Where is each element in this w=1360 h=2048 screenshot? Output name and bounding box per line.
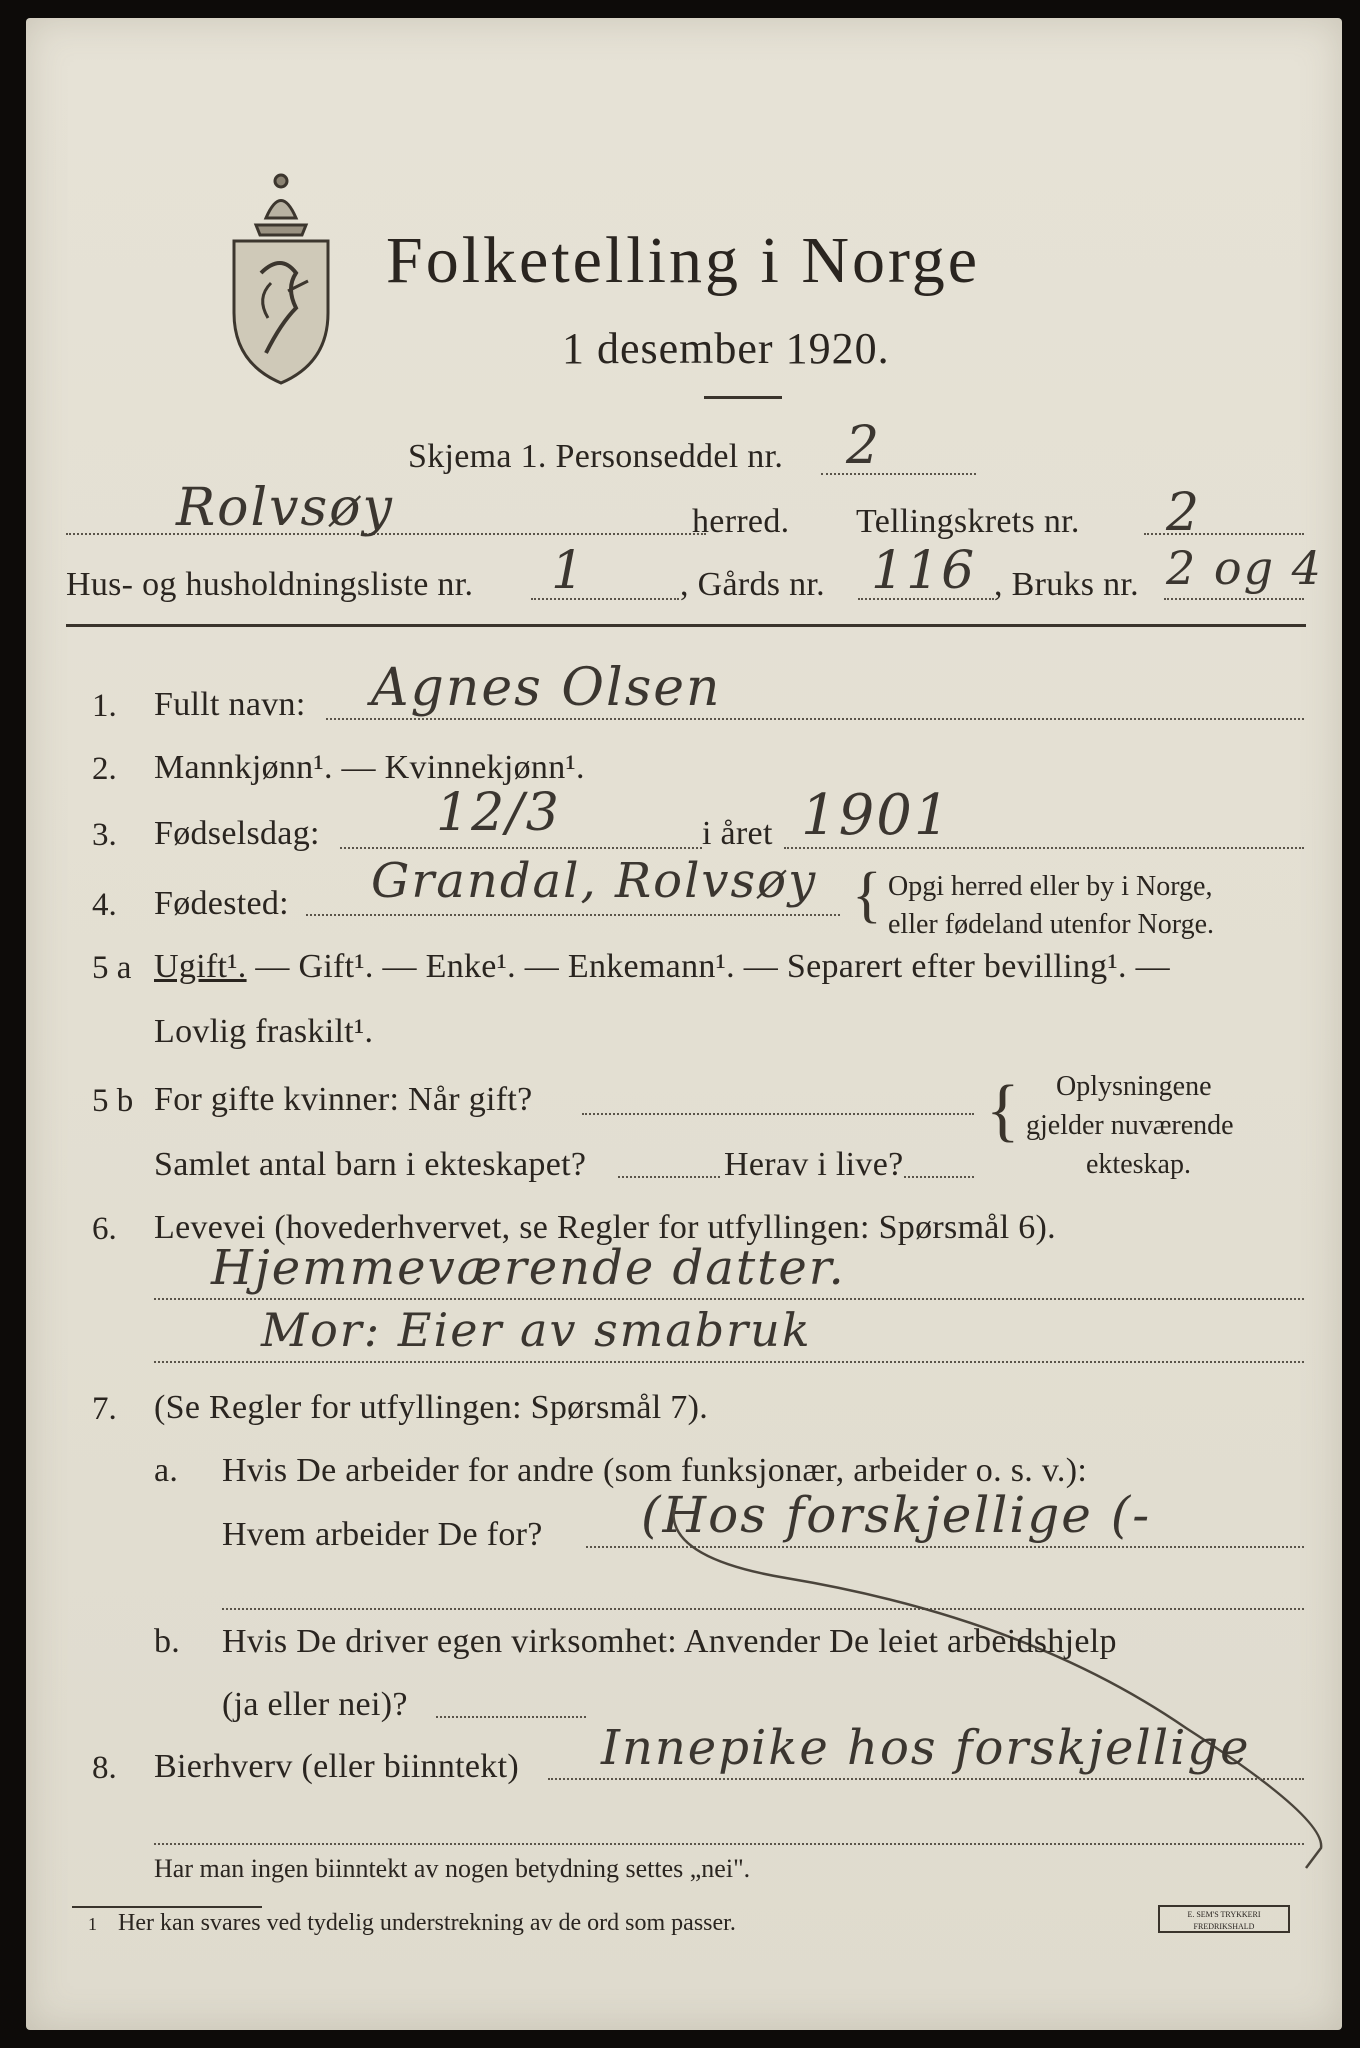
gards-label: , Gårds nr. [680,566,825,603]
q7b-question-line2: (ja eller nei)? [222,1686,408,1723]
title-divider [704,396,782,399]
skjema-field-line [821,473,976,475]
occupation-field-line1 [154,1298,1304,1300]
herred-value[interactable]: Rolvsøy [176,478,394,538]
sex-options[interactable]: Mannkjønn¹. — Kvinnekjønn¹. [154,749,585,786]
bruks-label: , Bruks nr. [994,566,1139,603]
birth-year-value[interactable]: 1901 [801,783,952,848]
q5a-number: 5 a [92,950,132,986]
occupation-note-value[interactable]: Mor: Eier av smabruk [261,1303,812,1357]
year-label: i året [702,815,773,852]
q3-label: Fødselsdag: [154,815,320,852]
full-name-value[interactable]: Agnes Olsen [371,658,722,718]
footnote-rule [72,1906,262,1908]
children-alive-field-line [904,1176,974,1178]
birthplace-note-line1: Opgi herred eller by i Norge, [888,871,1213,902]
children-total-label: Samlet antal barn i ekteskapet? [154,1146,587,1183]
occupation-field-line2 [154,1361,1304,1363]
q4-number: 4. [92,887,117,923]
birthplace-note-line2: eller fødeland utenfor Norge. [888,909,1215,940]
personseddel-number[interactable]: 2 [846,416,882,476]
q3-number: 3. [92,817,117,853]
employer-value[interactable]: (Hos forskjellige (- [641,1486,1152,1544]
children-alive-label: Herav i live? [724,1146,904,1183]
q4-label: Fødested: [154,885,289,922]
tellingskrets-number[interactable]: 2 [1166,483,1202,543]
marriage-note-line3: ekteskap. [1086,1149,1191,1180]
side-income-field-line2 [154,1843,1304,1845]
form-title: Folketelling i Norge [386,224,981,297]
handwritten-connector-line [666,1498,1346,1878]
q7a-question-line2: Hvem arbeider De for? [222,1516,543,1553]
census-form [26,18,1342,2030]
q7a-letter: a. [154,1452,179,1489]
q7b-question-line1: Hvis De driver egen virksomhet: Anvender De leiet arbeidshjelp [222,1623,1117,1660]
skjema-label: Skjema 1. Personseddel nr. [408,438,784,475]
husholdningsliste-label: Hus- og husholdningsliste nr. [66,566,474,603]
q7a-question-line1: Hvis De arbeider for andre (som funksjonær, arbeider o. s. v.): [222,1452,1088,1489]
census-date: 1 desember 1920. [562,324,890,373]
birthplace-note-bracket: { [852,861,882,929]
q7b-letter: b. [154,1623,181,1660]
birthplace-field-line [306,914,840,916]
when-married-field-line [582,1113,974,1115]
children-total-field-line [618,1176,720,1178]
lovlig-fraskilt-option[interactable]: Lovlig fraskilt¹. [154,1013,374,1050]
q1-label: Fullt navn: [154,686,306,723]
birthday-value[interactable]: 12/3 [436,783,561,843]
footnote-mark: 1 [88,1914,97,1934]
header-rule [66,624,1306,627]
marriage-note-bracket: { [986,1072,1020,1149]
q2-number: 2. [92,751,117,787]
marital-status-options[interactable] [154,948,1170,986]
hired-help-field-line [436,1716,586,1718]
footer-note: Har man ingen biinntekt av nogen betydning settes „nei". [154,1854,751,1883]
q8-label: Bierhverv (eller biinntekt) [154,1748,519,1785]
full-name-field-line [326,718,1304,720]
tellingskrets-label: Tellingskrets nr. [856,503,1080,540]
when-married-label: For gifte kvinner: Når gift? [154,1081,533,1118]
gards-number[interactable]: 116 [871,541,977,601]
q8-number: 8. [92,1750,117,1786]
q1-number: 1. [92,688,117,724]
footnote-text: Her kan svares ved tydelig understrekning av de ord som passer. [118,1910,736,1936]
q7-label: (Se Regler for utfyllingen: Spørsmål 7). [154,1389,709,1426]
norwegian-coat-of-arms-icon [226,163,336,388]
birthplace-value[interactable]: Grandal, Rolvsøy [371,853,818,909]
marriage-note-line2: gjelder nuværende [1026,1110,1234,1141]
marital-other-options[interactable]: — Gift¹. — Enke¹. — Enkemann¹. — Separert efter bevilling¹. — [246,948,1170,985]
husholdningsliste-number[interactable]: 1 [551,541,587,601]
q5b-number: 5 b [92,1083,134,1119]
q7-number: 7. [92,1391,117,1427]
occupation-value[interactable]: Hjemmeværende datter. [211,1240,846,1296]
ugift-option[interactable]: Ugift¹. [154,948,247,985]
q6-number: 6. [92,1211,117,1247]
side-income-field-line1 [548,1778,1304,1780]
bruks-field-line [1164,598,1304,600]
birthday-field-line [340,847,702,849]
side-income-value[interactable]: Innepike hos forskjellige [601,1720,1251,1776]
q6-label: Levevei (hovederhvervet, se Regler for utfyllingen: Spørsmål 6). [154,1209,1056,1246]
marriage-note-line1: Oplysningene [1056,1071,1212,1102]
printer-stamp: E. SEM'S TRYKKERI FREDRIKSHALD [1158,1905,1290,1933]
bruks-number[interactable]: 2 og 4 [1166,541,1323,595]
herred-label: herred. [692,503,790,540]
